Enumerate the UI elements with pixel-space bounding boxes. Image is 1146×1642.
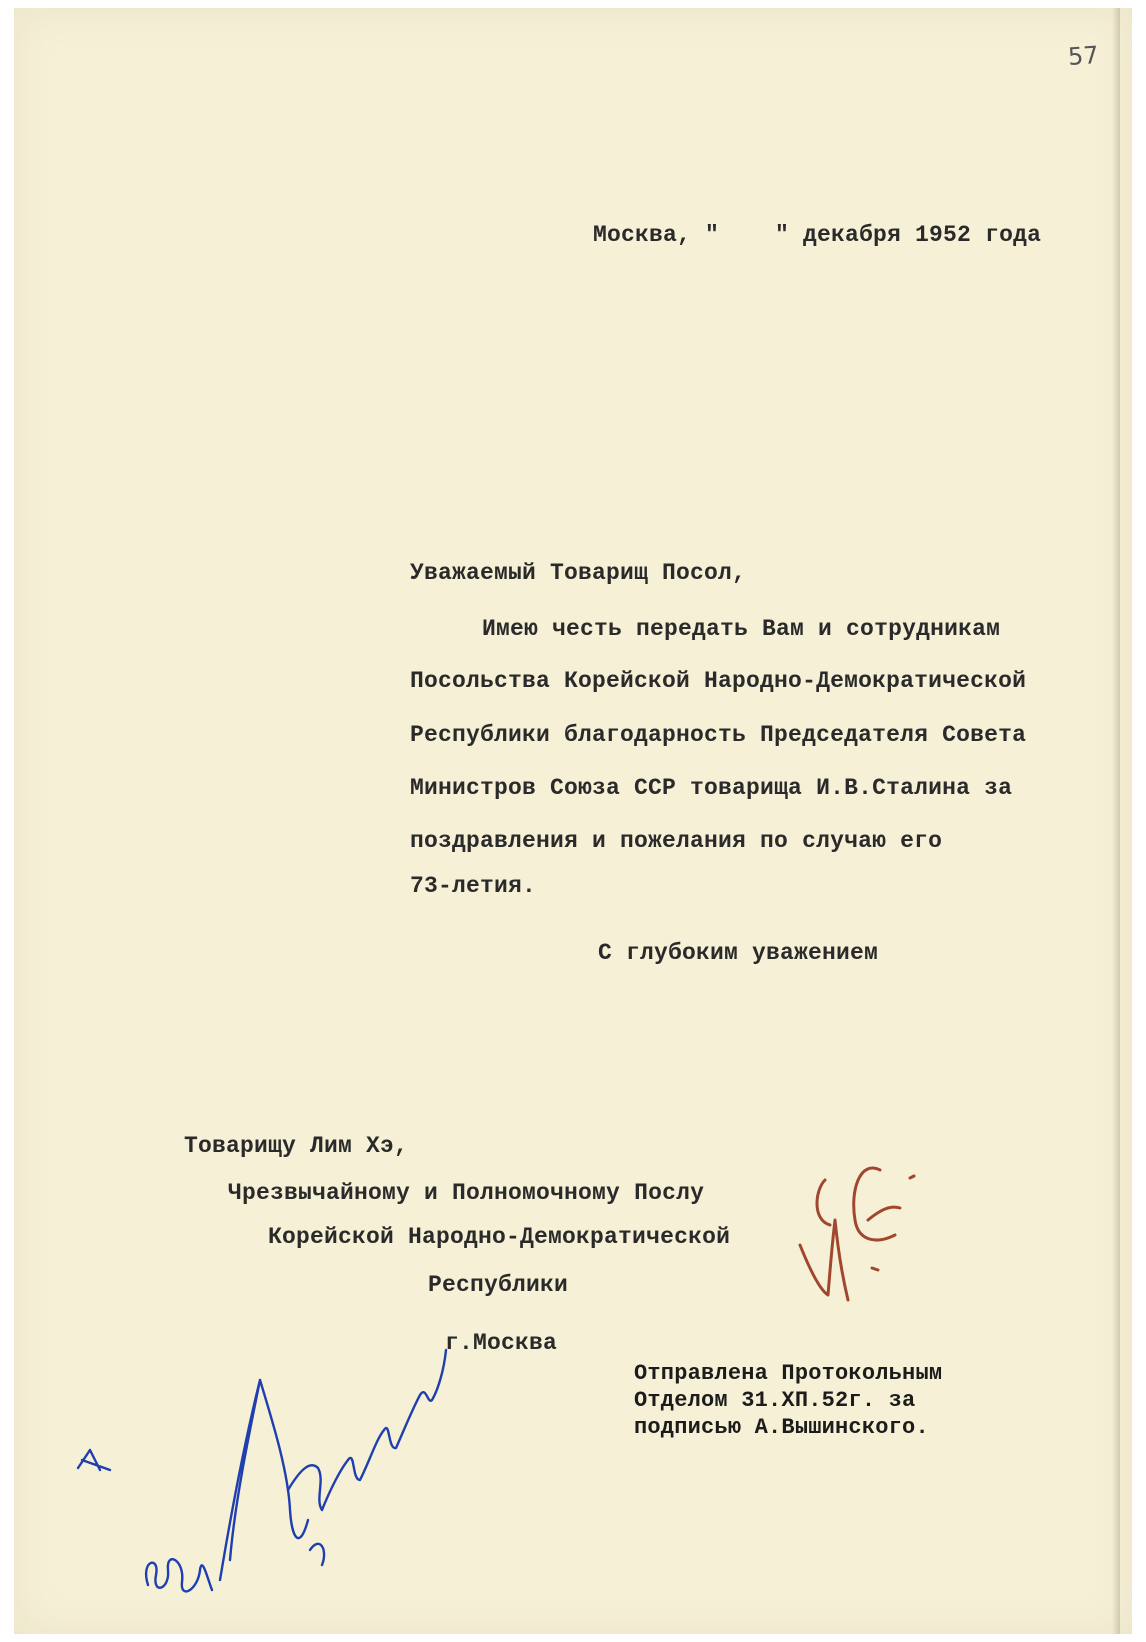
body-line-5: поздравления и пожелания по случаю его: [410, 828, 943, 854]
salutation: Уважаемый Товарищ Посол,: [410, 560, 747, 586]
body-line-1: Имею честь передать Вам и сотрудникам: [482, 616, 1001, 642]
sent-note-line-1: Отправлена Протокольным: [634, 1361, 943, 1386]
blue-ink-signature: [60, 1320, 450, 1640]
body-line-3: Республики благодарность Председателя Совета: [410, 722, 1027, 748]
dateline: Москва, " " декабря 1952 года: [593, 222, 1042, 248]
folio-number: 57: [1067, 40, 1100, 72]
addressee-line-2: Чрезвычайному и Полномочному Послу: [228, 1180, 705, 1206]
addressee-line-4: Республики: [428, 1272, 569, 1298]
closing: С глубоким уважением: [598, 940, 879, 966]
red-initials-signature: [780, 1150, 940, 1310]
body-line-6: 73-летия.: [410, 873, 537, 899]
body-line-4: Министров Союза ССР товарища И.В.Сталина за: [410, 775, 1013, 801]
sent-note-line-2: Отделом 31.XП.52г. за: [634, 1388, 916, 1413]
sent-note-line-3: подписью А.Вышинского.: [634, 1415, 929, 1440]
body-line-2: Посольства Корейской Народно-Демократической: [410, 668, 1027, 694]
addressee-line-5: г.Москва: [445, 1330, 558, 1356]
addressee-line-1: Товарищу Лим Хэ,: [184, 1133, 409, 1159]
page-edge-shadow: [1112, 8, 1120, 1634]
addressee-line-3: Корейской Народно-Демократической: [268, 1224, 731, 1250]
